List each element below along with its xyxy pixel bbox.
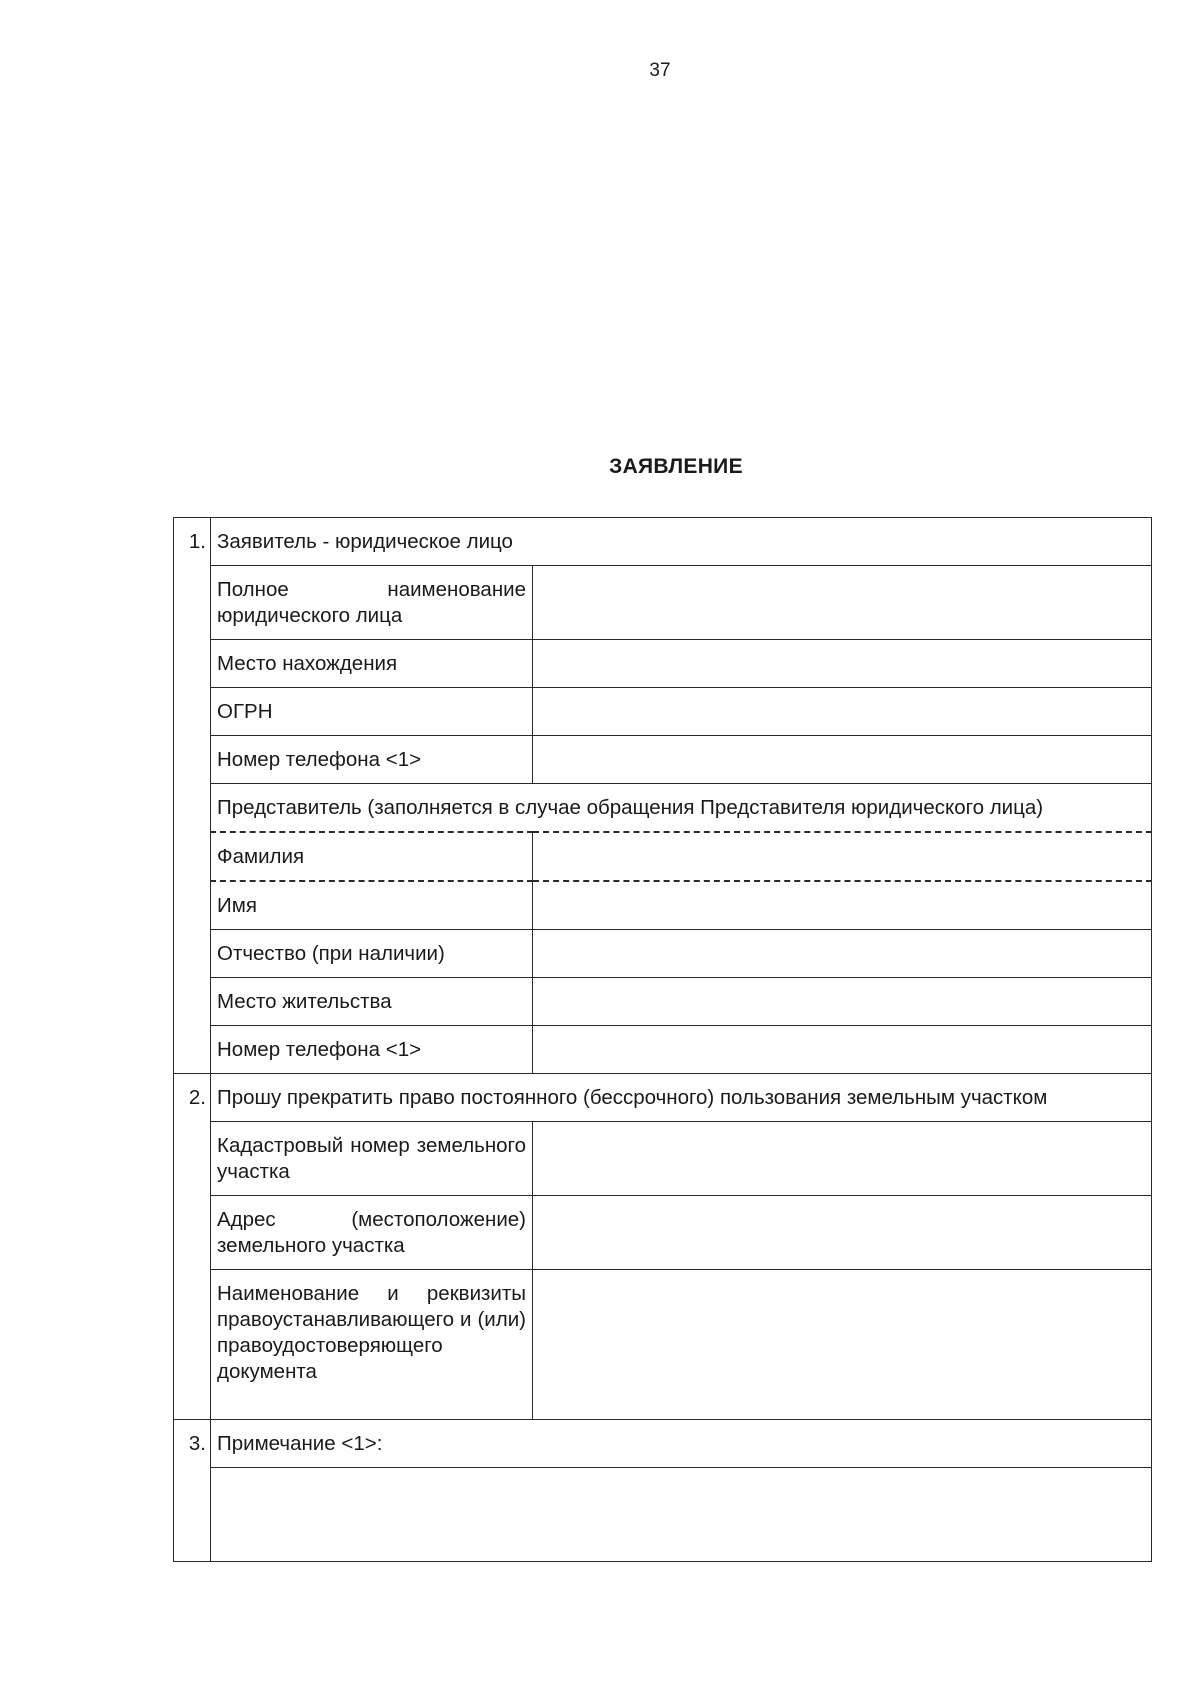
field-value-phone[interactable] (533, 736, 1152, 784)
application-form-table (173, 517, 1152, 1562)
field-value-ogrn[interactable] (533, 688, 1152, 736)
section-number: 1. (174, 518, 211, 1074)
section-number: 2. (174, 1074, 211, 1420)
field-value-patronymic[interactable] (533, 930, 1152, 978)
field-value-full-name[interactable] (533, 566, 1152, 640)
field-label-phone: Номер телефона <1> (211, 736, 533, 784)
notes-input-area[interactable] (211, 1468, 1152, 1562)
form-row-legal-name (174, 566, 1152, 640)
field-value-title-documents[interactable] (533, 1270, 1152, 1420)
field-label-patronymic: Отчество (при наличии) (211, 930, 533, 978)
form-row-phone (174, 736, 1152, 784)
form-row-residence (174, 978, 1152, 1026)
page-number: 37 (649, 60, 671, 81)
form-row-first-name (174, 881, 1152, 930)
field-label-first-name: Имя (211, 881, 533, 930)
section-header-row (174, 1074, 1152, 1122)
field-value-residence[interactable] (533, 978, 1152, 1026)
field-label-full-name: Полное наименование юридического лица (211, 566, 533, 640)
field-label-title-documents: Наименование и реквизиты правоустанавливающего и (или) правоудостоверяющего документа (211, 1270, 533, 1420)
field-label-surname: Фамилия (211, 832, 533, 881)
representative-header-row (174, 784, 1152, 833)
field-label-ogrn: ОГРН (211, 688, 533, 736)
section-number: 3. (174, 1420, 211, 1562)
section-heading: Заявитель - юридическое лицо (211, 518, 1152, 566)
field-value-surname[interactable] (533, 832, 1152, 881)
field-label-rep-phone: Номер телефона <1> (211, 1026, 533, 1074)
section-header-row (174, 1420, 1152, 1468)
field-value-plot-address[interactable] (533, 1196, 1152, 1270)
form-row-ogrn (174, 688, 1152, 736)
form-row-cadastral (174, 1122, 1152, 1196)
field-value-location[interactable] (533, 640, 1152, 688)
representative-heading: Представитель (заполняется в случае обращения Представителя юридического лица) (211, 784, 1152, 833)
form-row-rep-phone (174, 1026, 1152, 1074)
field-value-first-name[interactable] (533, 881, 1152, 930)
field-label-plot-address: Адрес (местоположение) земельного участка (211, 1196, 533, 1270)
form-row-surname (174, 832, 1152, 881)
form-row-location (174, 640, 1152, 688)
field-value-cadastral-number[interactable] (533, 1122, 1152, 1196)
section-heading: Прошу прекратить право постоянного (бессрочного) пользования земельным участком (211, 1074, 1152, 1122)
form-row-address (174, 1196, 1152, 1270)
form-row-documents (174, 1270, 1152, 1420)
form-row-patronymic (174, 930, 1152, 978)
field-label-residence: Место жительства (211, 978, 533, 1026)
field-label-location: Место нахождения (211, 640, 533, 688)
document-title: ЗАЯВЛЕНИЕ (609, 455, 743, 478)
field-value-rep-phone[interactable] (533, 1026, 1152, 1074)
section-header-row (174, 518, 1152, 566)
field-label-cadastral-number: Кадастровый номер земельного участка (211, 1122, 533, 1196)
section-heading: Примечание <1>: (211, 1420, 1152, 1468)
form-row-notes (174, 1468, 1152, 1562)
